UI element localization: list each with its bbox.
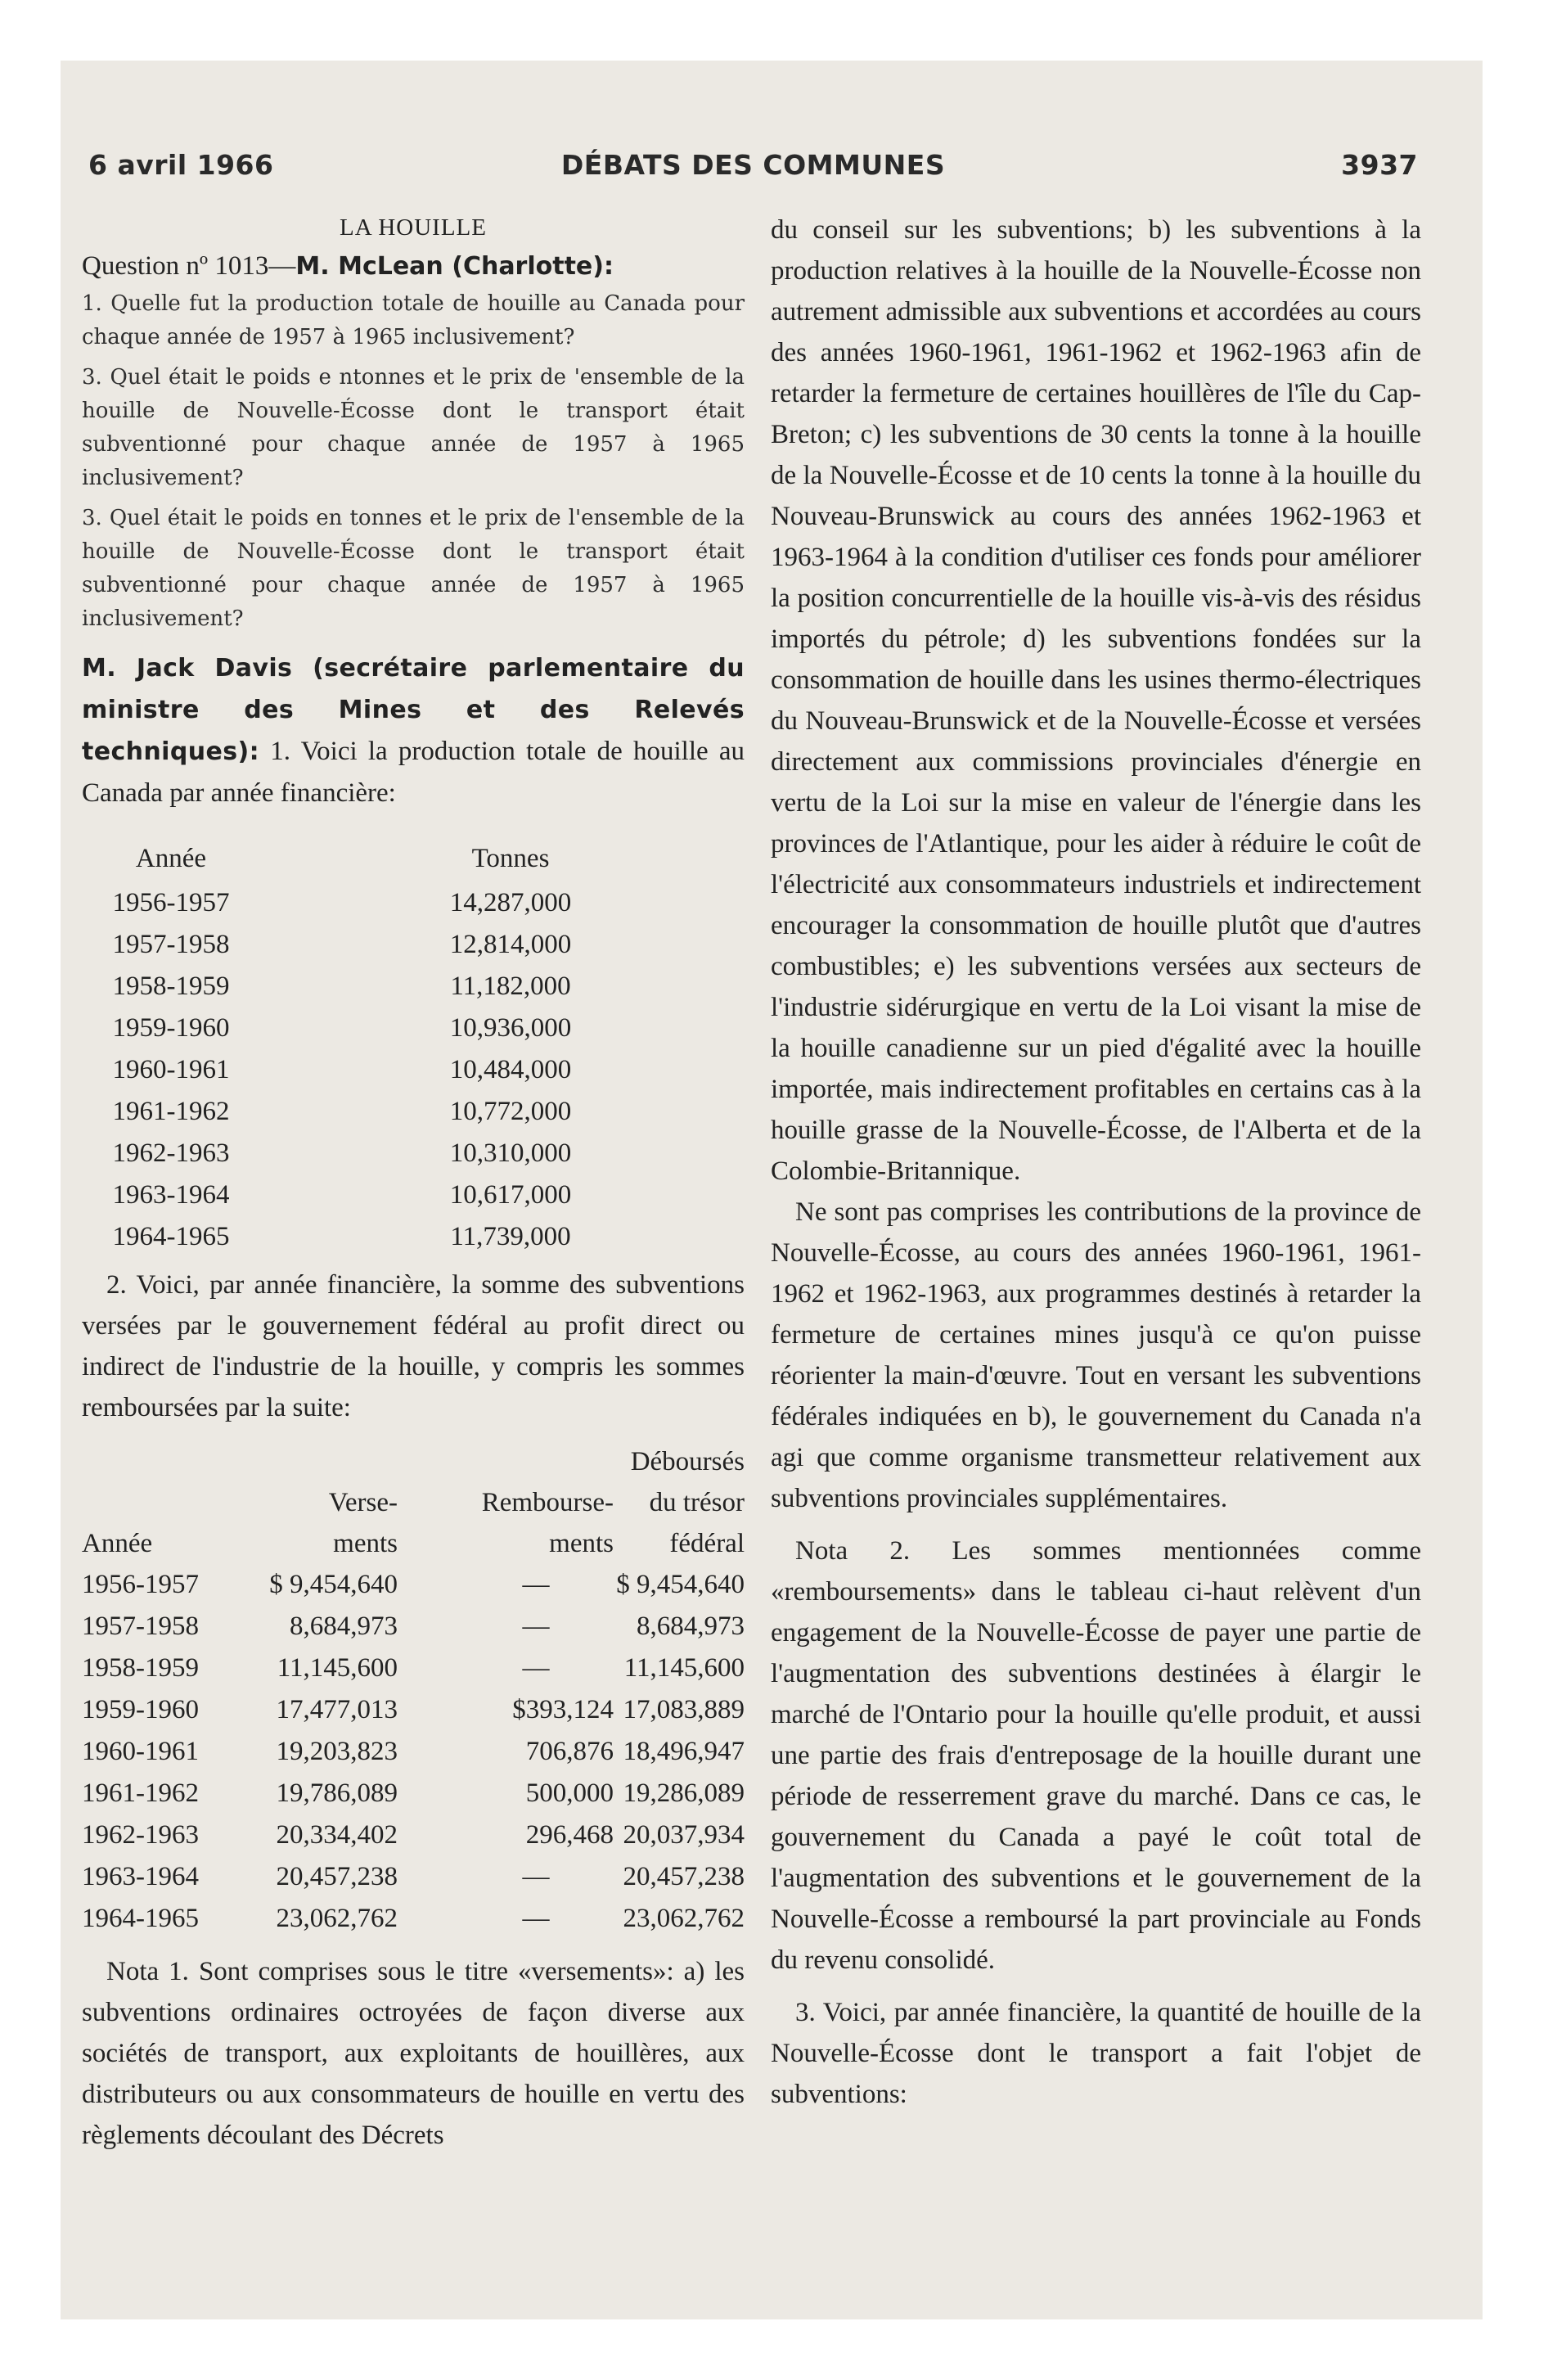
- subsidy-table-header: [82, 1441, 745, 1564]
- answer-item-2: 2. Voici, par année financière, la somme des subventions versées par le gouvernement fédéral au profit direct ou indirect de l'industrie de la houille, y compris les sommes remboursées par la suite:: [82, 1270, 745, 1422]
- question-number: Question nº 1013—: [82, 251, 296, 281]
- question-heading: [82, 246, 745, 287]
- production-tonnes: 11,739,000: [450, 1222, 571, 1251]
- production-year: 1956-1957: [112, 888, 230, 917]
- header-page-number: 3937: [1341, 149, 1418, 181]
- production-year: 1958-1959: [112, 971, 230, 1001]
- production-row: [110, 1007, 699, 1049]
- subsidy-remboursements: —: [522, 1611, 550, 1641]
- subsidy-versements: 20,457,238: [276, 1862, 398, 1891]
- subsidy-remboursements: —: [522, 1862, 550, 1891]
- production-row: [110, 882, 699, 924]
- production-year: 1963-1964: [112, 1180, 230, 1210]
- subsidy-debourses: 18,496,947: [623, 1737, 745, 1766]
- production-table-header: [110, 835, 699, 882]
- subsidy-versements: 20,334,402: [276, 1820, 398, 1850]
- subsidy-versements: 8,684,973: [290, 1611, 398, 1641]
- subsidy-table: [82, 1441, 745, 1940]
- subsidy-col-remboursements: Rembourse- ments: [481, 1488, 614, 1558]
- ne-sont-pas-comprises: Ne sont pas comprises les contributions de la province de Nouvelle-Écosse, au cours des années 1960-1961, 1961-1962 et 1962-1963, aux programmes destinés à retarder la fermeture de certaines mines jusqu'à ce qu'on puisse réorienter la main-d'œuvre. Tout en versant les subventions fédérales indiquées en b), le gouvernement du Canada n'a agi que comme organisme transmetteur relativement aux subventions provinciales supplémentaires.: [771, 1197, 1421, 1513]
- production-tonnes: 10,310,000: [449, 1138, 572, 1168]
- production-tonnes: 14,287,000: [449, 888, 572, 917]
- subsidy-remboursements: —: [522, 1653, 550, 1683]
- subsidy-year: 1959-1960: [82, 1695, 199, 1724]
- subsidy-debourses: $ 9,454,640: [616, 1570, 745, 1599]
- production-tonnes: 10,772,000: [449, 1097, 572, 1126]
- subsidy-row: [82, 1564, 745, 1606]
- subsidy-remboursements: —: [522, 1904, 550, 1933]
- production-tonnes: 12,814,000: [449, 930, 572, 959]
- production-row: [110, 1091, 699, 1133]
- header-date: 6 avril 1966: [88, 149, 274, 181]
- question-item-3: 3. Quel était le poids en tonnes et le prix de l'ensemble de la houille de Nouvelle-Écosse dont le transport était subventionné pour chaque année de 1957 à 1965 inclusivement?: [82, 506, 745, 631]
- subsidy-debourses: 23,062,762: [623, 1904, 745, 1933]
- subsidy-row: [82, 1814, 745, 1856]
- production-col-annee: Année: [135, 843, 207, 873]
- subsidy-versements: 23,062,762: [276, 1904, 398, 1933]
- subsidy-versements: 11,145,600: [277, 1653, 398, 1683]
- running-head: [88, 149, 1418, 188]
- subsidy-debourses: 20,457,238: [623, 1862, 745, 1891]
- nota-1-continued: du conseil sur les subventions; b) les subventions à la production relatives à la houille de la Nouvelle-Écosse non autrement admissible aux subventions et accordées au cours des années 1960-1961, 1961-1962 et 1962-1963 afin de retarder la fermeture de certaines houillères de l'île du Cap-Breton; c) les subventions de 30 cents la tonne à la houille de la Nouvelle-Écosse et de 10 cents la tonne à la houille du Nouveau-Brunswick au cours des années 1962-1963 et 1963-1964 à la condition d'utiliser ces fonds pour améliorer la position concurrentielle de la houille vis-à-vis des résidus importés du pétrole; d) les subventions fondées sur la consommation de houille dans les usines thermo-électriques du Nouveau-Brunswick et de la Nouvelle-Écosse et versées directement aux commissions provinciales d'énergie en vertu de la Loi sur la mise en valeur de l'énergie dans les provinces de l'Atlantique, pour les aider à réduire le coût de l'électricité aux consommateurs industriels et indirectement encourager la consommation de houille plutôt que d'autres combustibles; e) les subventions versées aux secteurs de l'industrie sidérurgique en vertu de la Loi visant la mise de la houille canadienne sur un pied d'égalité avec la houille importée, mais indirectement profitables en certains cas à la houille grasse de la Nouvelle-Écosse, de l'Alberta et de la Colombie-Britannique.: [771, 215, 1421, 1186]
- subsidy-versements: 19,786,089: [276, 1778, 398, 1808]
- subsidy-debourses: 8,684,973: [637, 1611, 745, 1641]
- production-row: [110, 1133, 699, 1174]
- left-column: [82, 210, 745, 2156]
- subsidy-debourses: 17,083,889: [623, 1695, 745, 1724]
- production-tonnes: 10,617,000: [449, 1180, 572, 1210]
- production-year: 1960-1961: [112, 1055, 230, 1084]
- subsidy-row: [82, 1648, 745, 1689]
- production-year: 1957-1958: [112, 930, 230, 959]
- subsidy-year: 1960-1961: [82, 1737, 199, 1766]
- production-tonnes: 11,182,000: [450, 971, 571, 1001]
- subsidy-row: [82, 1689, 745, 1731]
- production-year: 1959-1960: [112, 1013, 230, 1043]
- subsidy-remboursements: $393,124: [512, 1695, 614, 1724]
- subsidy-remboursements: 296,468: [525, 1820, 614, 1850]
- production-tonnes: 10,936,000: [449, 1013, 572, 1043]
- subsidy-row: [82, 1898, 745, 1940]
- subsidy-remboursements: 706,876: [525, 1737, 614, 1766]
- production-row: [110, 1174, 699, 1216]
- subsidy-row: [82, 1773, 745, 1814]
- answer-intro: [82, 647, 745, 814]
- answer-speaker: M. Jack Davis (secrétaire parlementaire du ministre des Mines et des Relevés techniques):: [82, 654, 745, 766]
- subsidy-remboursements: —: [522, 1570, 550, 1599]
- subsidy-versements: 19,203,823: [276, 1737, 398, 1766]
- subsidy-year: 1957-1958: [82, 1611, 199, 1641]
- nota-1: Nota 1. Sont comprises sous le titre «versements»: a) les subventions ordinaires octroyées de façon diverse aux sociétés de transport, aux exploitants de houillères, aux distributeurs ou aux consommateurs de houille en vertu des règlements découlant des Décrets: [82, 1957, 745, 2150]
- production-row: [110, 1216, 699, 1258]
- answer-item-1: 1. Voici la production totale de houille au Canada par année financière:: [82, 737, 745, 808]
- subsidy-debourses: 20,037,934: [623, 1820, 745, 1850]
- production-row: [110, 924, 699, 966]
- production-col-tonnes: Tonnes: [471, 843, 550, 873]
- production-row: [110, 1049, 699, 1091]
- answer-item-3: 3. Voici, par année financière, la quantité de houille de la Nouvelle-Écosse dont le transport a fait l'objet de subventions:: [771, 1998, 1421, 2109]
- subsidy-row: [82, 1606, 745, 1648]
- question-asker: M. McLean (Charlotte):: [295, 252, 614, 281]
- subsidy-col-debourses: Déboursés du trésor fédéral: [630, 1447, 745, 1558]
- production-year: 1962-1963: [112, 1138, 230, 1168]
- subsidy-year: 1962-1963: [82, 1820, 199, 1850]
- production-tonnes: 10,484,000: [449, 1055, 572, 1084]
- production-year: 1964-1965: [112, 1222, 230, 1251]
- header-title: DÉBATS DES COMMUNES: [560, 149, 946, 181]
- subsidy-debourses: 11,145,600: [623, 1653, 745, 1683]
- question-item-3-misprint: 3. Quel était le poids e ntonnes et le prix de 'ensemble de la houille de Nouvelle-Écosse dont le transport était subventionné pour chaque année de 1957 à 1965 inclusivement?: [82, 365, 745, 490]
- subsidy-year: 1961-1962: [82, 1778, 199, 1808]
- subsidy-row: [82, 1856, 745, 1898]
- subsidy-remboursements: 500,000: [525, 1778, 614, 1808]
- subsidy-year: 1964-1965: [82, 1904, 199, 1933]
- subsidy-year: 1958-1959: [82, 1653, 199, 1683]
- subsidy-debourses: 19,286,089: [623, 1778, 745, 1808]
- question-item-1: 1. Quelle fut la production totale de houille au Canada pour chaque année de 1957 à 1965 inclusivement?: [82, 291, 745, 349]
- subsidy-col-versements: Verse- ments: [328, 1488, 398, 1558]
- section-title: LA HOUILLE: [340, 214, 487, 241]
- production-year: 1961-1962: [112, 1097, 230, 1126]
- subsidy-col-annee: Année: [82, 1529, 153, 1558]
- subsidy-row: [82, 1731, 745, 1773]
- subsidy-year: 1956-1957: [82, 1570, 199, 1599]
- production-row: [110, 966, 699, 1007]
- nota-2: Nota 2. Les sommes mentionnées comme «remboursements» dans le tableau ci-haut relèvent d'un engagement de la Nouvelle-Écosse de payer une partie de l'augmentation des subventions destinées à élargir le marché de l'Ontario pour la houille qu'elle produit, et aussi une partie des frais d'entreposage de la houille durant une période de resserrement grave du marché. Dans ce cas, le gouvernement du Canada a payé le coût total de l'augmentation des subventions et le gouvernement de la Nouvelle-Écosse a remboursé la part provinciale au Fonds du revenu consolidé.: [771, 1536, 1421, 1975]
- subsidy-versements: 17,477,013: [276, 1695, 398, 1724]
- subsidy-year: 1963-1964: [82, 1862, 199, 1891]
- right-column: [771, 210, 1421, 2115]
- production-table: [110, 835, 699, 1258]
- subsidy-versements: $ 9,454,640: [269, 1570, 398, 1599]
